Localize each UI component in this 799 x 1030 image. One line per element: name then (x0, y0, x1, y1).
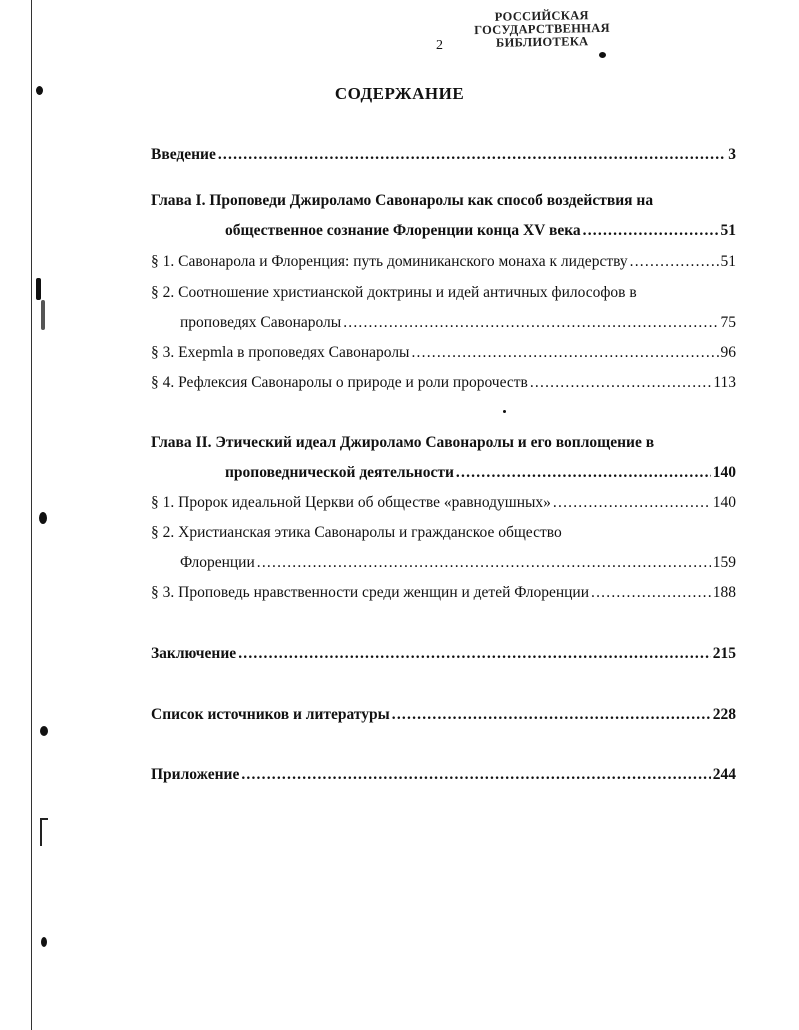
toc-entry-appendix (151, 766, 736, 784)
toc-dot-leader (530, 374, 711, 392)
toc-chapter1-heading: Глава I. Проповеди Джироламо Савонаролы как способ воздействия на (151, 192, 654, 209)
toc-entry-introduction (151, 146, 736, 164)
toc-entry-label: проповедях Савонаролы (180, 314, 342, 331)
library-stamp (472, 9, 613, 50)
toc-section (151, 584, 736, 602)
toc-chapter1-heading-cont (225, 222, 736, 240)
toc-entry-label: § 4. Рефлексия Савонаролы о природе и роли пророчеств (151, 374, 528, 391)
scan-bracket-mark (40, 818, 48, 846)
toc-entry-label: § 3. Проповедь нравственности среди женщин и детей Флоренции (151, 584, 590, 601)
toc-section (151, 344, 736, 362)
toc-section (151, 374, 736, 392)
toc-chapter2-heading: Глава II. Этический идеал Джироламо Савонаролы и его воплощение в (151, 434, 655, 451)
toc-chapter2-heading-cont (225, 464, 736, 482)
toc-page-number: 215 (712, 645, 736, 662)
scan-dot (41, 300, 45, 330)
toc-dot-leader (218, 146, 726, 164)
toc-dot-leader (583, 222, 719, 240)
scan-edge-line (31, 0, 32, 1030)
stamp-line: БИБЛИОТЕКА (495, 34, 589, 50)
toc-dot-leader (392, 706, 711, 724)
toc-dot-leader (456, 464, 711, 482)
toc-page-number: 188 (712, 584, 736, 601)
toc-page-number: 3 (728, 146, 736, 163)
toc-dot-leader (591, 584, 711, 602)
toc-page-number: 113 (713, 374, 736, 391)
toc-section (151, 494, 736, 512)
toc-dot-leader (630, 253, 719, 271)
toc-dot-leader (411, 344, 718, 362)
toc-entry-label: проповеднической деятельности (225, 464, 454, 481)
toc-page-number: 140 (712, 464, 736, 481)
scan-dot (39, 512, 47, 524)
scan-dot (599, 52, 606, 58)
toc-dot-leader (238, 645, 711, 663)
toc-section-cont (180, 314, 736, 332)
toc-entry-label: Заключение (151, 645, 237, 662)
scan-dot (36, 278, 41, 300)
toc-page-number: 159 (712, 554, 736, 571)
toc-section: § 2. Соотношение христианской доктрины и идей античных философов в (151, 284, 637, 301)
toc-section (151, 253, 736, 271)
stamp-line: РОССИЙСКАЯ (494, 8, 589, 24)
toc-entry-label: Список источников и литературы (151, 706, 390, 723)
page-title: СОДЕРЖАНИЕ (334, 84, 465, 103)
toc-page-number: 228 (712, 706, 736, 723)
toc-entry-label: общественное сознание Флоренции конца XV века (225, 222, 581, 239)
toc-page-number: 75 (720, 314, 736, 331)
toc-page-number: 51 (720, 222, 736, 239)
toc-entry-sources (151, 706, 736, 724)
toc-page-number: 244 (712, 766, 736, 783)
toc-page-number: 140 (712, 494, 736, 511)
toc-entry-label: § 1. Пророк идеальной Церкви об обществе «равнодушных» (151, 494, 551, 511)
toc-entry-conclusion (151, 645, 736, 663)
toc-entry-label: § 3. Exepmla в проповедях Савонаролы (151, 344, 410, 361)
toc-entry-label: Флоренции (180, 554, 255, 571)
toc-dot-leader (241, 766, 710, 784)
toc-page-number: 51 (720, 253, 736, 270)
toc-entry-label: Введение (151, 146, 216, 163)
toc-dot-leader (257, 554, 711, 572)
toc-entry-label: Приложение (151, 766, 240, 783)
scan-dot (40, 726, 48, 736)
toc-entry-label: § 1. Савонарола и Флоренция: путь доминиканского монаха к лидерству (151, 253, 628, 270)
scan-dot (503, 410, 506, 413)
toc-dot-leader (343, 314, 718, 332)
stamp-line: ГОСУДАРСТВЕННАЯ (474, 20, 610, 38)
toc-section-cont (180, 554, 736, 572)
scan-dot (41, 937, 47, 947)
toc-page-number: 96 (720, 344, 736, 361)
page-number: 2 (436, 38, 443, 53)
toc-section: § 2. Христианская этика Савонаролы и гражданское общество (151, 524, 562, 541)
toc-dot-leader (553, 494, 711, 512)
